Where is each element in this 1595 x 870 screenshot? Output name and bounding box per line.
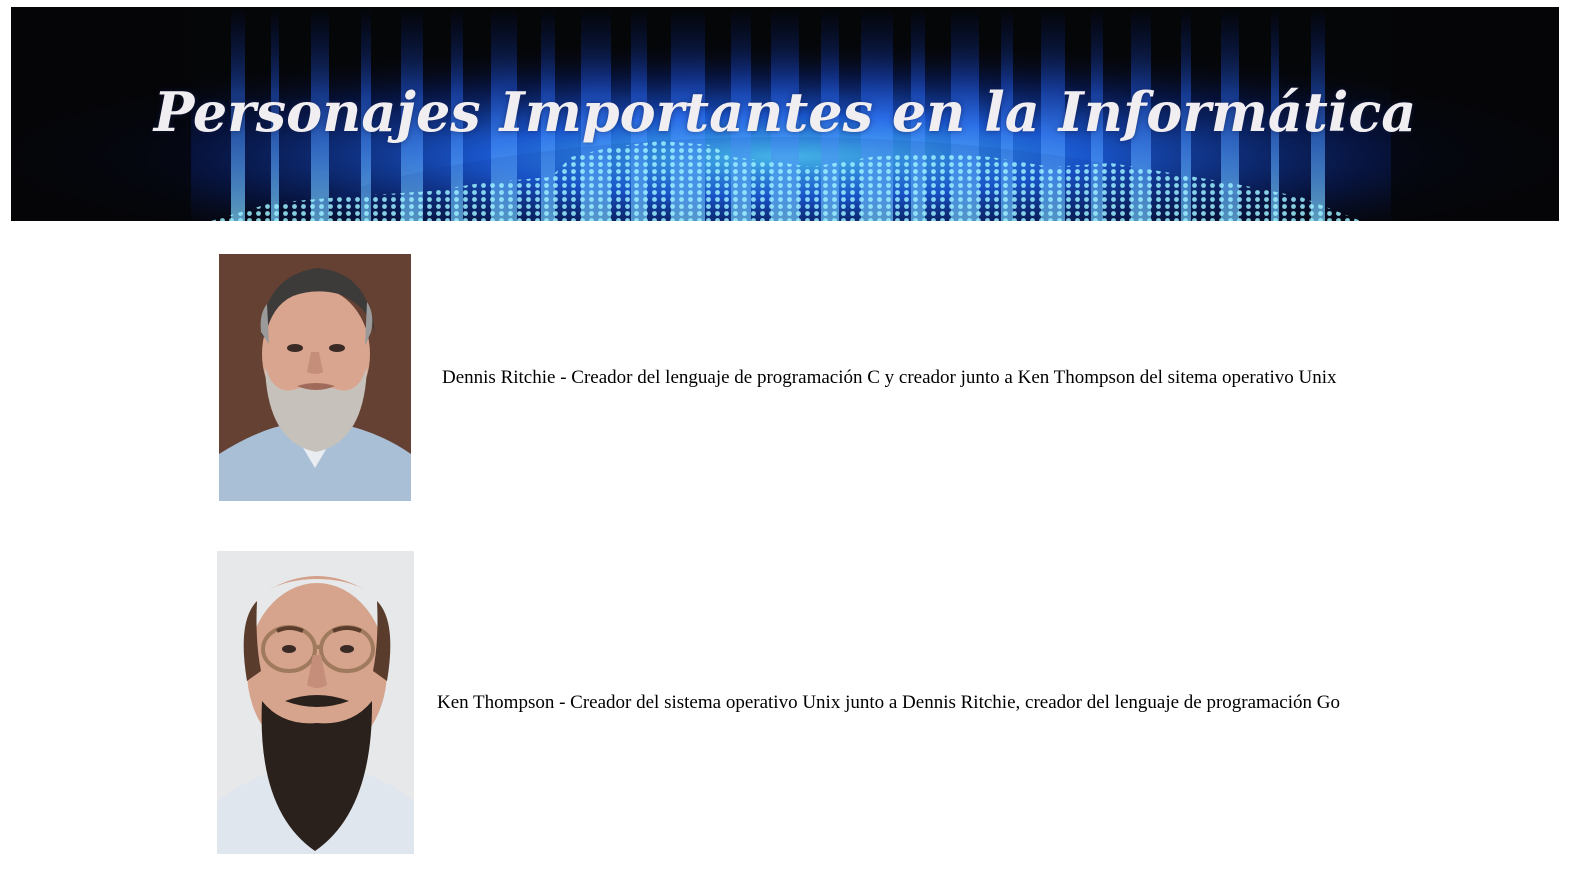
page-title: Personajes Importantes en la Informática <box>153 80 1417 144</box>
ken-thompson-portrait <box>217 551 414 854</box>
person-caption: Ken Thompson - Creador del sistema operativo Unix junto a Dennis Ritchie, creador del lenguaje de programación Go <box>437 691 1340 713</box>
person-entry-ken-thompson <box>217 551 1340 854</box>
person-caption: Dennis Ritchie - Creador del lenguaje de programación C y creador junto a Ken Thompson del sitema operativo Unix <box>442 366 1337 388</box>
person-entry-dennis-ritchie <box>219 254 1337 501</box>
header-banner <box>11 7 1559 221</box>
dennis-ritchie-portrait <box>219 254 411 501</box>
